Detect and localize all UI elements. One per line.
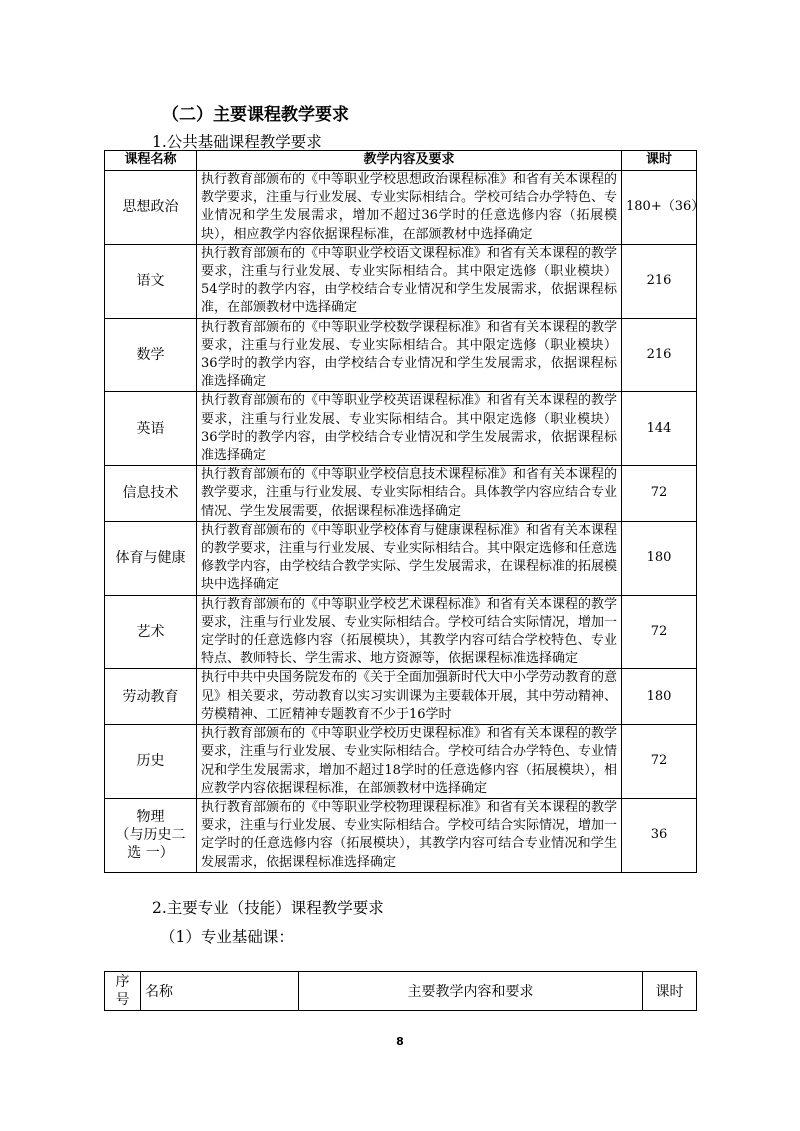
course-hours: 72: [622, 595, 697, 669]
course-name: 信息技术: [105, 466, 197, 522]
subsection-heading-public-courses: 1.公共基础课程教学要求: [152, 133, 322, 151]
course-name: 艺术: [105, 595, 197, 669]
section-heading: （二）主要课程教学要求: [162, 105, 349, 125]
course-content: 执行教育部颁布的《中等职业学校数学课程标准》和省有关本课程的教学要求，注重与行业发展、专业实际相结合。其中限定选修（职业模块）36学时的教学内容，由学校结合专业情况和学生发展需求，依据课程标准选择确定: [197, 318, 622, 392]
course-name: 体育与健康: [105, 521, 197, 595]
table-row: [105, 244, 697, 318]
course-name: 思想政治: [105, 171, 197, 245]
header-hours: 课时: [622, 151, 697, 171]
professional-basic-courses-table: [104, 971, 697, 1011]
course-hours: 72: [622, 725, 697, 799]
header-hours: 课时: [643, 972, 697, 1011]
table-row: [105, 171, 697, 245]
subsection-heading-professional-courses: 2.主要专业（技能）课程教学要求: [152, 899, 384, 917]
table-header-row: [105, 151, 697, 171]
course-hours: 144: [622, 392, 697, 466]
course-hours: 180: [622, 521, 697, 595]
course-name: 劳动教育: [105, 669, 197, 725]
course-hours: 180: [622, 669, 697, 725]
course-hours: 180+（36）: [622, 171, 697, 245]
course-hours: 72: [622, 466, 697, 522]
header-content: 主要教学内容和要求: [299, 972, 643, 1011]
header-content: 教学内容及要求: [197, 151, 622, 171]
table-row: [105, 318, 697, 392]
course-name: 数学: [105, 318, 197, 392]
table-header-row: [105, 972, 697, 1011]
header-index: 序号: [105, 972, 141, 1011]
course-content: 执行教育部颁布的《中等职业学校物理课程标准》和省有关本课程的教学要求，注重与行业发展、专业实际相结合。学校可结合实际情况，增加一定学时的任意选修内容（拓展模块），其教学内容可结合专业情况和学生发展需求，依据课程标准选择确定: [197, 798, 622, 872]
table-row: [105, 725, 697, 799]
table-row: [105, 669, 697, 725]
course-name: 物理 （与历史二选 一）: [105, 798, 197, 872]
course-content: 执行教育部颁布的《中等职业学校历史课程标准》和省有关本课程的教学要求，注重与行业发展、专业实际相结合。学校可结合办学特色、专业情况和学生发展需求，增加不超过18学时的任意选修内容（拓展模块），相应教学内容依据课程标准，在部颁教材中选择确定: [197, 725, 622, 799]
subsubsection-heading-basic-courses: （1）专业基础课：: [160, 928, 294, 946]
course-content: 执行教育部颁布的《中等职业学校语文课程标准》和省有关本课程的教学要求，注重与行业发展、专业实际相结合。其中限定选修（职业模块）54学时的教学内容，由学校结合专业情况和学生发展需求，依据课程标准，在部颁教材中选择确定: [197, 244, 622, 318]
table-row: [105, 521, 697, 595]
page-number: 8: [396, 1035, 404, 1048]
course-content: 执行教育部颁布的《中等职业学校思想政治课程标准》和省有关本课程的教学要求，注重与行业发展、专业实际相结合。学校可结合办学特色、专业情况和学生发展需求，增加不超过36学时的任意选修内容（拓展模块），相应教学内容依据课程标准，在部颁教材中选择确定: [197, 171, 622, 245]
course-content: 执行教育部颁布的《中等职业学校信息技术课程标准》和省有关本课程的教学要求，注重与行业发展、专业实际相结合。具体教学内容应结合专业情况、学生发展需要，依据课程标准选择确定: [197, 466, 622, 522]
course-content: 执行中共中央国务院发布的《关于全面加强新时代大中小学劳动教育的意见》相关要求，劳动教育以实习实训课为主要载体开展，其中劳动精神、劳模精神、工匠精神专题教育不少于16学时: [197, 669, 622, 725]
course-hours: 36: [622, 798, 697, 872]
header-name: 名称: [141, 972, 299, 1011]
course-name: 语文: [105, 244, 197, 318]
course-name: 英语: [105, 392, 197, 466]
header-course-name: 课程名称: [105, 151, 197, 171]
table-row: [105, 798, 697, 872]
course-hours: 216: [622, 244, 697, 318]
course-content: 执行教育部颁布的《中等职业学校英语课程标准》和省有关本课程的教学要求，注重与行业发展、专业实际相结合。其中限定选修（职业模块）36学时的教学内容，由学校结合专业情况和学生发展需求，依据课程标准选择确定: [197, 392, 622, 466]
course-content: 执行教育部颁布的《中等职业学校艺术课程标准》和省有关本课程的教学要求，注重与行业发展、专业实际相结合。学校可结合实际情况，增加一定学时的任意选修内容（拓展模块），其教学内容可结合学校特色、专业特点、教师特长、学生需求、地方资源等，依据课程标准选择确定: [197, 595, 622, 669]
table-row: [105, 392, 697, 466]
course-content: 执行教育部颁布的《中等职业学校体育与健康课程标准》和省有关本课程的教学要求，注重与行业发展、专业实际相结合。其中限定选修和任意选修教学内容，由学校结合教学实际、学生发展需求，在课程标准的拓展模块中选择确定: [197, 521, 622, 595]
course-name: 历史: [105, 725, 197, 799]
table-row: [105, 466, 697, 522]
public-courses-table: [104, 150, 705, 873]
table-row: [105, 595, 697, 669]
course-hours: 216: [622, 318, 697, 392]
